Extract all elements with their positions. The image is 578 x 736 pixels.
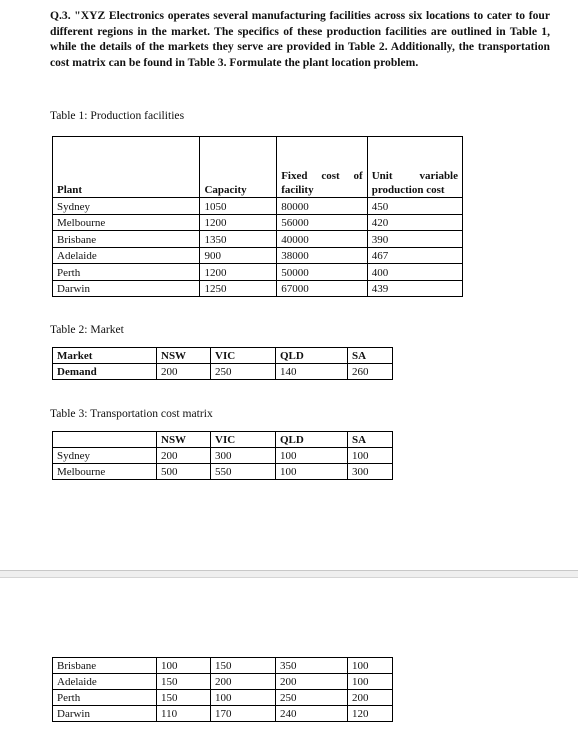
capacity-cell: 1350: [200, 231, 277, 248]
cost-cell: 100: [348, 448, 393, 464]
cost-cell: 300: [348, 464, 393, 480]
table1-caption: Table 1: Production facilities: [50, 109, 185, 122]
table-row: [53, 198, 463, 215]
cost-cell: 100: [276, 448, 348, 464]
plant-cell: Brisbane: [53, 658, 157, 674]
header-qld: QLD: [276, 348, 348, 364]
table-row: [53, 264, 463, 281]
unit-cost-cell: 467: [367, 247, 462, 264]
cost-cell: 500: [157, 464, 211, 480]
fixed-cost-cell: 40000: [277, 231, 368, 248]
cost-cell: 250: [276, 690, 348, 706]
cost-cell: 100: [211, 690, 276, 706]
plant-cell: Adelaide: [53, 674, 157, 690]
fixed-cost-cell: 56000: [277, 214, 368, 231]
demand-vic: 250: [211, 364, 276, 380]
cost-cell: 170: [211, 706, 276, 722]
header-fixed-cost: Fixed cost of facility: [277, 137, 368, 198]
demand-sa: 260: [348, 364, 393, 380]
fixed-cost-cell: 50000: [277, 264, 368, 281]
transport-cost-table-bottom: [52, 657, 393, 722]
table-row: [53, 231, 463, 248]
table3-caption: Table 3: Transportation cost matrix: [50, 407, 213, 420]
page-break-divider-bottom: [0, 577, 578, 578]
demand-qld: 140: [276, 364, 348, 380]
header-nsw: NSW: [157, 432, 211, 448]
cost-cell: 100: [276, 464, 348, 480]
cost-cell: 150: [157, 674, 211, 690]
demand-nsw: 200: [157, 364, 211, 380]
table-row: [53, 214, 463, 231]
cost-cell: 300: [211, 448, 276, 464]
unit-cost-cell: 450: [367, 198, 462, 215]
cost-cell: 200: [276, 674, 348, 690]
table-header-row: [53, 432, 393, 448]
capacity-cell: 1050: [200, 198, 277, 215]
unit-cost-cell: 439: [367, 280, 462, 297]
table-row: [53, 658, 393, 674]
transport-cost-table-top: [52, 431, 393, 480]
table-row: [53, 448, 393, 464]
table-row: [53, 464, 393, 480]
plant-cell: Perth: [53, 690, 157, 706]
cost-cell: 240: [276, 706, 348, 722]
table-row: [53, 674, 393, 690]
fixed-cost-cell: 38000: [277, 247, 368, 264]
table-header-row: [53, 137, 463, 198]
unit-cost-cell: 400: [367, 264, 462, 281]
plant-cell: Melbourne: [53, 214, 200, 231]
plant-cell: Darwin: [57, 283, 90, 295]
plant-cell: Sydney: [53, 198, 200, 215]
table-row: [53, 706, 393, 722]
cost-cell: 150: [211, 658, 276, 674]
plant-cell: Perth: [53, 264, 200, 281]
header-blank: [53, 432, 157, 448]
unit-cost-cell: 420: [367, 214, 462, 231]
header-market: Market: [53, 348, 157, 364]
table-row: [53, 280, 463, 297]
header-unit-variable-cost: Unit variable production cost: [367, 137, 462, 198]
cost-cell: 110: [157, 706, 211, 722]
header-vic: VIC: [211, 432, 276, 448]
capacity-cell: 900: [200, 247, 277, 264]
cost-cell: 550: [211, 464, 276, 480]
demand-label: Demand: [57, 366, 97, 378]
header-nsw: NSW: [157, 348, 211, 364]
header-plant: Plant: [53, 137, 200, 198]
table-row: [53, 247, 463, 264]
cost-cell: 100: [348, 674, 393, 690]
header-qld: QLD: [276, 432, 348, 448]
plant-cell: Brisbane: [53, 231, 200, 248]
capacity-cell: 1200: [200, 214, 277, 231]
cost-cell: 350: [276, 658, 348, 674]
cost-cell: 120: [348, 706, 393, 722]
header-capacity: Capacity: [200, 137, 277, 198]
header-vic: VIC: [211, 348, 276, 364]
fixed-cost-cell: 67000: [277, 280, 368, 297]
plant-cell: Sydney: [53, 448, 157, 464]
table-row: [53, 690, 393, 706]
table2-caption: Table 2: Market: [50, 323, 124, 336]
cost-cell: 200: [157, 448, 211, 464]
cost-cell: 200: [211, 674, 276, 690]
plant-cell: Melbourne: [57, 466, 106, 478]
table-header-row: [53, 348, 393, 364]
production-facilities-table: [52, 136, 463, 297]
market-table: [52, 347, 393, 380]
cost-cell: 200: [348, 690, 393, 706]
unit-cost-cell: 390: [367, 231, 462, 248]
plant-cell: Adelaide: [53, 247, 200, 264]
cost-cell: 100: [348, 658, 393, 674]
cost-cell: 100: [157, 658, 211, 674]
fixed-cost-cell: 80000: [277, 198, 368, 215]
question-text: Q.3. "XYZ Electronics operates several manufacturing facilities across six locations to cater to four different regions in the market. The specifics of these production facilities are outlined in Table 1, while the details of the markets they serve are provided in Table 2. Additionally, the transportation cost matrix can be found in Table 3. Formulate the plant location problem.: [50, 9, 550, 69]
plant-cell: Darwin: [57, 708, 90, 720]
capacity-cell: 1250: [200, 280, 277, 297]
table-row: [53, 364, 393, 380]
capacity-cell: 1200: [200, 264, 277, 281]
header-sa: SA: [348, 348, 393, 364]
header-sa: SA: [348, 432, 393, 448]
cost-cell: 150: [157, 690, 211, 706]
